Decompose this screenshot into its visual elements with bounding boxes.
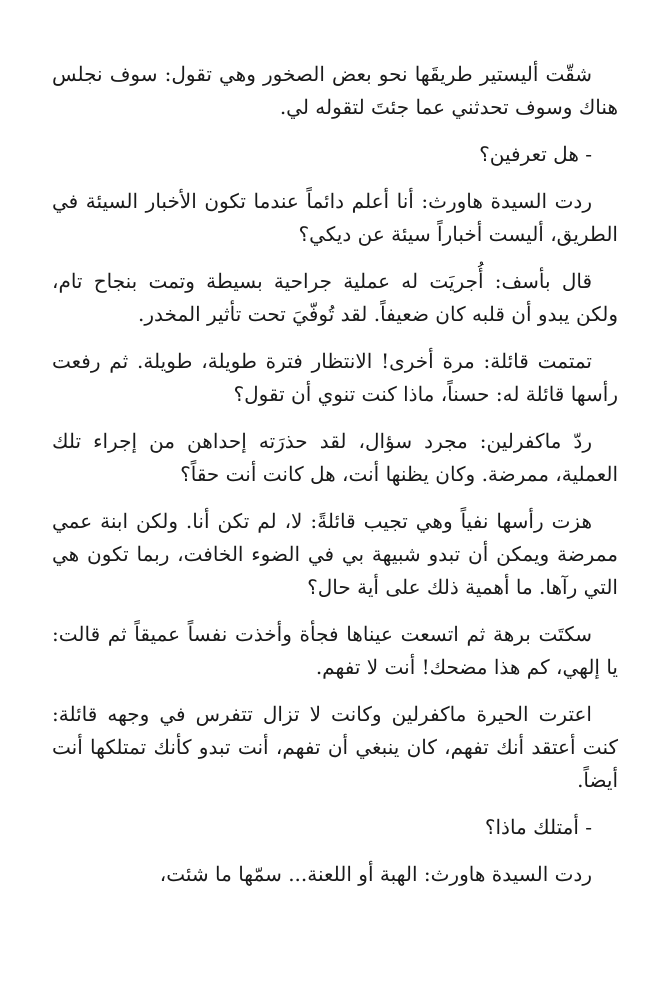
document-page xyxy=(52,58,618,905)
paragraph-6: ردّ ماكفرلين: مجرد سؤال، لقد حذرَته إحداهن من إجراء تلك العملية، ممرضة. وكان يظنها أنت، هل كانت أنت حقاً؟ xyxy=(52,429,618,486)
paragraph-9: اعترت الحيرة ماكفرلين وكانت لا تزال تتفرس في وجهه قائلة: كنت أعتقد أنك تفهم، كان ينبغي أن تفهم، أنت تبدو كأنك تمتلكها أنت أيضاً. xyxy=(52,702,618,792)
paragraph-11: ردت السيدة هاورث: الهبة أو اللعنة... سمّها ما شئت، xyxy=(159,862,592,886)
paragraph-5: تمتمت قائلة: مرة أخرى! الانتظار فترة طويلة، طويلة. ثم رفعت رأسها قائلة له: حسناً، ماذا كنت تنوي أن تقول؟ xyxy=(52,349,618,406)
paragraph-8: سكتَت برهة ثم اتسعت عيناها فجأة وأخذت نفساً عميقاً ثم قالت: يا إلهي، كم هذا مضحك! أنت لا تفهم. xyxy=(52,622,618,679)
paragraph-7: هزت رأسها نفياً وهي تجيب قائلةً: لا، لم تكن أنا. ولكن ابنة عمي ممرضة ويمكن أن تبدو شبيهة بي في الضوء الخافت، ربما تكون هي التي رآها. ما أهمية ذلك على أية حال؟ xyxy=(52,509,618,599)
paragraph-1: شقّت أليستير طريقَها نحو بعض الصخور وهي تقول: سوف نجلس هناك وسوف تحدثني عما جئتَ لتقوله لي. xyxy=(52,62,618,119)
paragraph-2: - هل تعرفين؟ xyxy=(479,142,592,166)
paragraph-10: - أمتلك ماذا؟ xyxy=(484,815,592,839)
paragraph-3: ردت السيدة هاورث: أنا أعلم دائماً عندما تكون الأخبار السيئة في الطريق، أليست أخباراً سيئة عن ديكي؟ xyxy=(52,189,618,246)
paragraph-4: قال بأسف: أُجريَت له عملية جراحية بسيطة وتمت بنجاح تام، ولكن يبدو أن قلبه كان ضعيفاً. لقد تُوفّيَ تحت تأثير المخدر. xyxy=(52,269,618,326)
